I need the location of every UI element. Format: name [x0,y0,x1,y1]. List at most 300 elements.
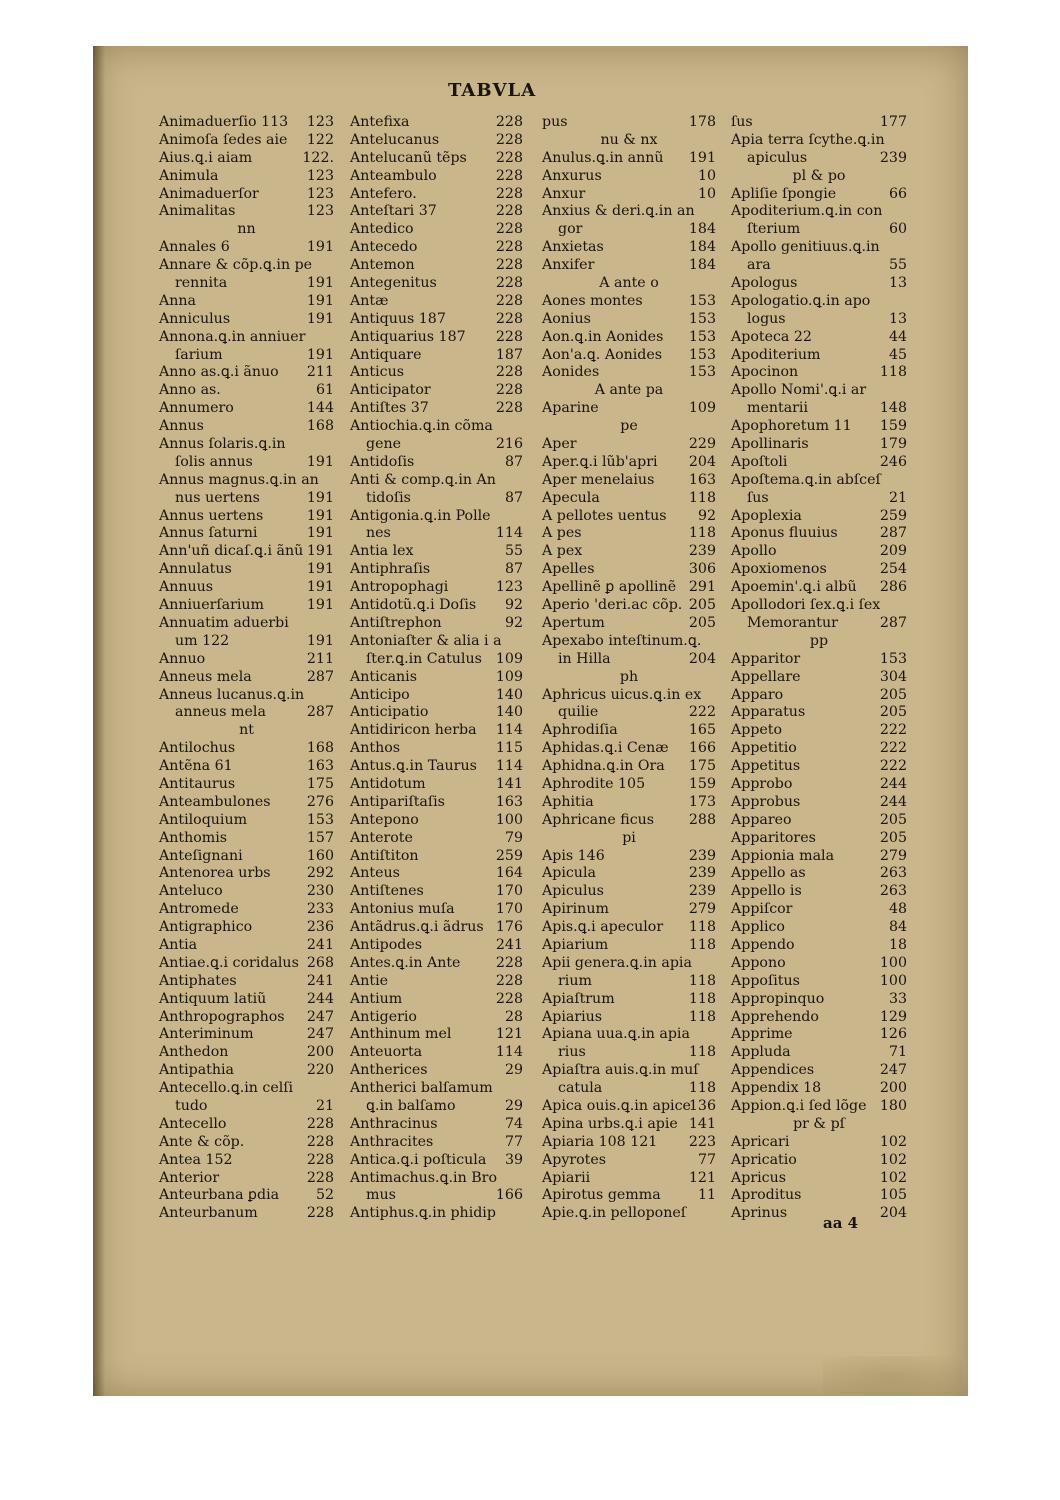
entry-term: Annuatim aduerbi [159,614,289,631]
entry-term: Anniculus [159,310,231,327]
section-heading [731,1116,907,1134]
index-entry [350,758,523,776]
index-entry [542,168,716,186]
index-entry [542,561,716,579]
index-entry [731,1009,907,1027]
entry-page-number: 29 [504,1097,523,1114]
index-entry [350,1116,523,1134]
entry-page-number: 160 [306,847,334,864]
entry-page-number: 239 [688,847,716,864]
entry-page-number: 87 [504,453,523,470]
index-entry [731,615,907,633]
index-entry [350,382,523,400]
entry-term: Antipodes [350,936,423,953]
entry-term: Apricus [731,1169,787,1186]
entry-term: ſus [731,114,753,130]
entry-term: Antea 152 [159,1151,233,1168]
entry-page-number: 100 [879,972,907,989]
entry-page-number: 228 [306,1169,334,1186]
entry-term: Antiochia.ꝗ.in cõma [350,418,493,435]
entry-page-number: 179 [879,436,907,453]
entry-term: Anxifer [542,257,595,274]
index-entry [350,275,523,293]
index-entry [350,418,523,436]
section-heading [542,669,716,687]
entry-term: Apparitores [731,829,816,846]
entry-term: Appono [731,954,786,971]
entry-term: pi [622,829,636,846]
entry-page-number: 229 [688,436,716,453]
entry-term: Apoditerium.ꝗ.in con [731,203,883,220]
index-entry [542,991,716,1009]
entry-page-number: 153 [688,346,716,363]
entry-page-number: 184 [688,239,716,256]
entry-term: catula [558,1080,603,1097]
index-entry [731,418,907,436]
index-entry [731,239,907,257]
entry-page-number: 129 [879,1008,907,1025]
entry-term: Apologatio.ꝗ.in apo [731,292,871,309]
entry-term: Anticipo [350,686,410,703]
signature-mark: aa 4 [823,1214,859,1232]
index-entry [159,651,334,669]
entry-page-number: 254 [879,561,907,578]
index-entry [159,114,334,132]
entry-page-number: 109 [688,400,716,417]
entry-page-number: 175 [688,758,716,775]
entry-page-number: 136 [688,1097,716,1114]
entry-term: Apparo [731,686,784,703]
index-entry [542,937,716,955]
entry-page-number: 164 [495,865,523,882]
entry-term: pp [809,632,829,649]
entry-term: Apertum [542,614,605,631]
entry-term: Apyrotes [542,1151,607,1168]
entry-term: Apis 146 [542,847,605,864]
entry-term: Apina urbs.ꝗ.i apie [542,1115,678,1132]
entry-page-number: 165 [688,722,716,739]
index-entry [159,1152,334,1170]
entry-term: nt [239,722,254,739]
entry-page-number: 228 [495,310,523,327]
index-entry [159,704,334,722]
entry-term: Apollodori ſex.ꝗ.i ſex [731,597,881,614]
entry-term: Antiquare [350,346,422,363]
index-entry [731,597,907,615]
entry-page-number: 222 [688,704,716,721]
entry-page-number: 141 [495,775,523,792]
index-entry [350,973,523,991]
entry-page-number: 77 [697,1151,716,1168]
index-entry [731,293,907,311]
entry-page-number: 247 [306,1026,334,1043]
entry-page-number: 184 [688,221,716,238]
entry-term: Anniuerſarium [159,597,264,614]
entry-term: Antus.ꝗ.in Taurus [350,758,477,775]
index-entry [542,543,716,561]
entry-term: Antiloquium [159,811,248,828]
entry-term: Apricari [731,1133,790,1150]
entry-term: Apollinaris [731,436,809,453]
index-entry [542,293,716,311]
entry-page-number: 228 [495,185,523,202]
entry-term: tidoſis [366,489,411,506]
index-entry [350,1134,523,1152]
entry-term: pus [542,114,568,130]
index-entry [731,883,907,901]
entry-term: Antemon [350,257,415,274]
entry-page-number: 39 [504,1151,523,1168]
entry-page-number: 123 [306,203,334,220]
entry-term: Anteambulo [350,167,437,184]
index-entry [542,687,716,705]
index-entry [159,955,334,973]
entry-term: Appareo [731,811,792,828]
entry-page-number: 204 [688,650,716,667]
index-entry [350,615,523,633]
entry-page-number: 123 [306,167,334,184]
index-entry [159,203,334,221]
entry-page-number: 21 [315,1097,334,1114]
index-entry [159,901,334,919]
entry-page-number: 191 [306,597,334,614]
entry-term: A pes [542,525,582,542]
entry-term: Apellinẽ ꝑ apollinẽ [542,579,677,596]
index-entry [350,347,523,365]
index-entry [731,275,907,293]
section-heading [159,221,334,239]
entry-page-number: 123 [495,579,523,596]
entry-term: Aphidna.ꝗ.in Ora [542,758,665,775]
entry-term: Annus uertens [159,507,264,524]
index-entry [159,168,334,186]
entry-page-number: 200 [879,1080,907,1097]
index-entry [731,1026,907,1044]
entry-term: Anterote [350,829,413,846]
entry-term: nn [237,221,256,238]
entry-page-number: 259 [879,507,907,524]
index-entry [542,615,716,633]
entry-page-number: 118 [879,364,907,381]
index-entry [350,168,523,186]
entry-page-number: 153 [688,310,716,327]
entry-term: Antidoſis [350,453,415,470]
index-entry [350,329,523,347]
index-entry [350,311,523,329]
entry-page-number: 236 [306,919,334,936]
entry-term: Anteus [350,865,400,882]
entry-term: Anterior [159,1169,220,1186]
entry-page-number: 286 [879,579,907,596]
entry-page-number: 191 [306,543,334,560]
entry-term: Apica ouis.ꝗ.in apice [542,1097,691,1114]
entry-page-number: 105 [879,1187,907,1204]
entry-page-number: 191 [306,507,334,524]
index-entry [159,633,334,651]
entry-page-number: 157 [306,829,334,846]
entry-term: Antigraphico [159,919,253,936]
entry-term: Aphrodiſia [542,722,618,739]
index-entry [350,848,523,866]
entry-term: Anthedon [159,1044,229,1061]
index-entry [542,919,716,937]
index-entry [350,830,523,848]
entry-term: ꝗ.in balſamo [366,1097,456,1114]
index-entry [731,919,907,937]
entry-page-number: 205 [879,829,907,846]
index-entry [731,740,907,758]
entry-page-number: 176 [495,919,523,936]
index-entry [542,973,716,991]
entry-term: gene [366,436,402,453]
index-entry [731,669,907,687]
entry-page-number: 222 [879,758,907,775]
index-entry [542,758,716,776]
entry-term: Annuus [159,579,214,596]
entry-page-number: 166 [688,740,716,757]
entry-term: Animula [159,167,219,184]
entry-page-number: 241 [306,972,334,989]
entry-term: Ante & cõp. [159,1133,245,1150]
entry-term: Appello as [731,865,806,882]
index-entry [542,329,716,347]
entry-page-number: 114 [495,722,523,739]
entry-term: Antes.ꝗ.in Ante [350,954,461,971]
entry-page-number: 279 [879,847,907,864]
entry-term: Apiarium [542,936,609,953]
entry-term: Aponus fluuius [731,525,838,542]
entry-page-number: 247 [306,1008,334,1025]
entry-term: apiculus [747,149,808,166]
index-entry [159,275,334,293]
index-entry [350,525,523,543]
entry-term: Aphricane ficus [542,811,655,828]
index-entry [542,472,716,490]
index-entry [542,490,716,508]
entry-term: Antia [159,936,198,953]
entry-term: gor [558,221,583,238]
entry-term: Antiſtiton [350,847,419,864]
entry-page-number: 109 [495,650,523,667]
entry-term: Apiaſtrum [542,990,615,1007]
entry-page-number: 118 [688,1080,716,1097]
entry-term: nes [366,525,391,542]
entry-term: nu & nx [600,131,658,148]
index-entry [731,400,907,418]
entry-term: Apecula [542,489,600,506]
entry-term: tudo [175,1097,208,1114]
index-entry [350,1205,523,1223]
entry-term: Antilochus [159,740,236,757]
entry-term: Antiquus 187 [350,310,446,327]
section-heading [542,830,716,848]
entry-page-number: 228 [495,400,523,417]
index-entry [731,937,907,955]
entry-page-number: 168 [306,740,334,757]
entry-term: Apologus [731,275,798,292]
entry-page-number: 21 [888,489,907,506]
index-entry [159,293,334,311]
entry-term: Appello is [731,883,802,900]
index-entry [731,1152,907,1170]
entry-page-number: 102 [879,1151,907,1168]
entry-page-number: 74 [504,1115,523,1132]
entry-page-number: 263 [879,865,907,882]
entry-page-number: 92 [697,507,716,524]
entry-page-number: 180 [879,1097,907,1114]
index-entry [159,525,334,543]
entry-term: Aon'a.ꝗ. Aonides [542,346,663,363]
entry-page-number: 228 [495,382,523,399]
entry-term: Antefixa [350,114,410,130]
entry-page-number: 241 [306,936,334,953]
entry-term: Apprehendo [731,1008,819,1025]
entry-term: Anti & comp.ꝗ.in An [350,471,496,488]
entry-term: Aparine [542,400,599,417]
entry-term: Antedico [350,221,414,238]
index-entry [731,865,907,883]
entry-term: Antidotum [350,775,426,792]
index-entry [542,257,716,275]
index-entry [159,1062,334,1080]
entry-term: Anticus [350,364,404,381]
index-entry [159,973,334,991]
index-entry [350,561,523,579]
index-entry [159,991,334,1009]
entry-term: Antegenitus [350,275,437,292]
entry-term: ſterium [747,221,801,238]
entry-page-number: 191 [306,453,334,470]
index-entry [350,1170,523,1188]
entry-page-number: 48 [888,901,907,918]
entry-term: Appionia mala [731,847,835,864]
index-entry [731,257,907,275]
index-entry [542,454,716,472]
entry-term: Antitaurus [159,775,236,792]
index-entry [159,239,334,257]
entry-page-number: 159 [688,775,716,792]
entry-term: Antidotũ.ꝗ.i Doſis [350,597,477,614]
index-entry [159,311,334,329]
index-entry [350,865,523,883]
entry-page-number: 228 [495,328,523,345]
entry-term: Antiſtes 37 [350,400,429,417]
index-entry [159,687,334,705]
entry-page-number: 84 [888,919,907,936]
entry-page-number: 118 [688,525,716,542]
entry-term: Annulatus [159,561,232,578]
entry-page-number: 241 [495,936,523,953]
index-entry [350,508,523,526]
index-entry [350,579,523,597]
entry-page-number: 13 [888,275,907,292]
entry-term: Apoſtema.ꝗ.in abſceſ [731,471,881,488]
index-entry [350,955,523,973]
entry-page-number: 87 [504,561,523,578]
entry-page-number: 304 [879,668,907,685]
entry-term: Apiarii [542,1169,591,1186]
entry-term: Anteſtari 37 [350,203,437,220]
entry-term: ara [747,257,771,274]
index-entry [542,1044,716,1062]
index-entry [159,347,334,365]
entry-page-number: 102 [879,1133,907,1150]
entry-term: Appellare [731,668,801,685]
index-entry [159,1026,334,1044]
index-entry [731,311,907,329]
entry-term: Aones montes [542,292,643,309]
entry-page-number: 288 [688,811,716,828]
entry-term: Aphricus uicus.ꝗ.in ex [542,686,702,703]
entry-term: Anthos [350,740,401,757]
index-entry [731,508,907,526]
index-entry [350,1009,523,1027]
entry-page-number: 228 [495,292,523,309]
index-entry [542,436,716,454]
entry-page-number: 200 [306,1044,334,1061]
index-entry [350,1062,523,1080]
index-entry [159,919,334,937]
entry-page-number: 209 [879,543,907,560]
entry-term: Aproditus [731,1187,802,1204]
entry-term: Antica.ꝗ.i poſticula [350,1151,487,1168]
index-entry [731,543,907,561]
entry-term: Anticipator [350,382,431,399]
entry-term: Annus [159,418,204,435]
index-entry [350,776,523,794]
entry-term: Annus ſaturni [159,525,258,542]
entry-page-number: 118 [688,489,716,506]
entry-page-number: 239 [688,865,716,882]
entry-term: ſter.ꝗ.in Catulus [366,650,482,667]
entry-page-number: 191 [306,239,334,256]
entry-page-number: 115 [495,740,523,757]
entry-page-number: 118 [688,1044,716,1061]
index-entry [542,812,716,830]
entry-page-number: 263 [879,883,907,900]
entry-page-number: 114 [495,525,523,542]
entry-term: ſarium [175,346,223,363]
index-entry [542,776,716,794]
entry-page-number: 79 [504,829,523,846]
entry-page-number: 291 [688,579,716,596]
index-entry [731,436,907,454]
entry-page-number: 228 [495,990,523,1007]
entry-page-number: 170 [495,883,523,900]
entry-page-number: 123 [306,185,334,202]
entry-page-number: 122. [302,149,334,166]
entry-term: A pellotes uentus [542,507,667,524]
index-entry [350,1080,523,1098]
entry-page-number: 205 [879,686,907,703]
entry-term: Antiae.ꝗ.i coridalus [159,954,299,971]
page-title: TABVLA [448,80,537,101]
entry-term: pe [620,418,638,435]
index-entry [159,1009,334,1027]
index-entry [159,1080,334,1098]
entry-term: Annus ſolaris.ꝗ.in [159,436,286,453]
index-entry [159,508,334,526]
entry-page-number: 148 [879,400,907,417]
entry-term: Antigerio [350,1008,417,1025]
entry-term: Appluda [731,1044,791,1061]
index-entry [542,311,716,329]
entry-page-number: 187 [495,346,523,363]
index-entry [159,1044,334,1062]
entry-term: Antoniaſter & alia i a [350,632,502,649]
index-entry [731,382,907,400]
entry-term: Antium [350,990,403,1007]
